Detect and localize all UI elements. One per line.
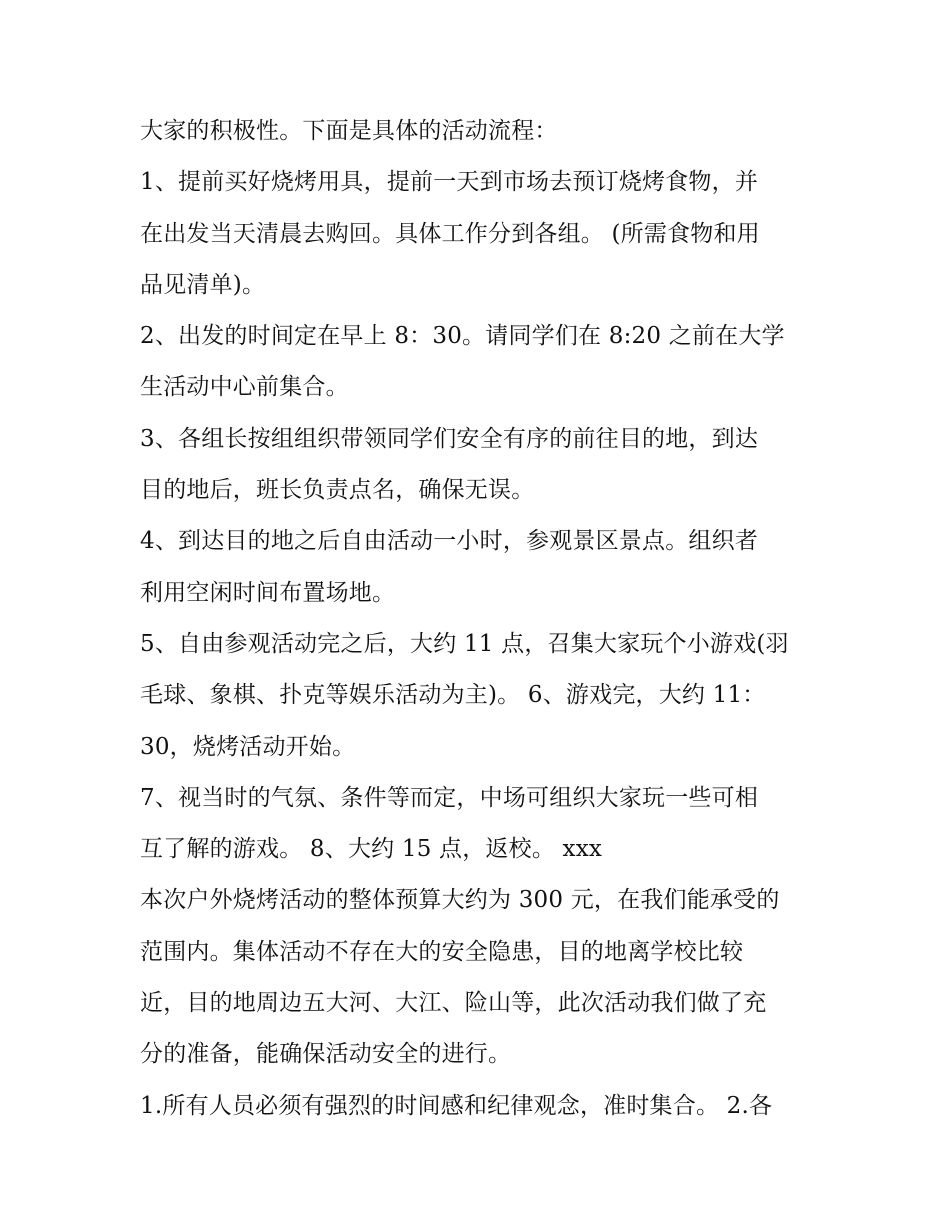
- text-line: 本次户外烧烤活动的整体预算大约为 300 元，在我们能承受的: [140, 887, 780, 914]
- text-line: 大家的积极性。下面是具体的活动流程：: [140, 118, 558, 144]
- text-line: 2、出发的时间定在早上 8：30。请同学们在 8:20 之前在大学: [140, 323, 785, 350]
- text-line: 7、视当时的气氛、条件等而定，中场可组织大家玩一些可相: [140, 784, 759, 811]
- text-line: 生活动中心前集合。: [140, 374, 349, 401]
- text-line: 利用空闲时间布置场地。: [140, 579, 396, 606]
- text-line: 范围内。集体活动不存在大的安全隐患，目的地离学校比较: [140, 938, 744, 965]
- document-body: [140, 106, 820, 1132]
- text-line: 品见清单)。: [140, 271, 266, 298]
- text-line: 分的准备，能确保活动安全的进行。: [140, 1041, 512, 1068]
- text-line: 互了解的游戏。 8、大约 15 点，返校。 xxx: [140, 836, 603, 863]
- text-line: 1、提前买好烧烤用具，提前一天到市场去预订烧烤食物，并: [140, 169, 759, 196]
- text-line: 4、到达目的地之后自由活动一小时，参观景区景点。组织者: [140, 528, 759, 555]
- text-line: 近，目的地周边五大河、大江、险山等，此次活动我们做了充: [140, 990, 767, 1017]
- text-line: 在出发当天清晨去购回。具体工作分到各组。 (所需食物和用: [140, 220, 760, 247]
- text-line: 30，烧烤活动开始。: [140, 733, 356, 760]
- text-line: 1.所有人员必须有强烈的时间感和纪律观念，准时集合。 2.各: [140, 1092, 773, 1119]
- text-line: 5、自由参观活动完之后，大约 11 点，召集大家玩个小游戏(羽: [140, 630, 789, 657]
- text-line: 目的地后，班长负责点名，确保无误。: [140, 477, 535, 504]
- text-line: 毛球、象棋、扑克等娱乐活动为主)。 6、游戏完，大约 11：: [140, 682, 766, 709]
- text-line: 3、各组长按组组织带领同学们安全有序的前往目的地，到达: [140, 425, 759, 452]
